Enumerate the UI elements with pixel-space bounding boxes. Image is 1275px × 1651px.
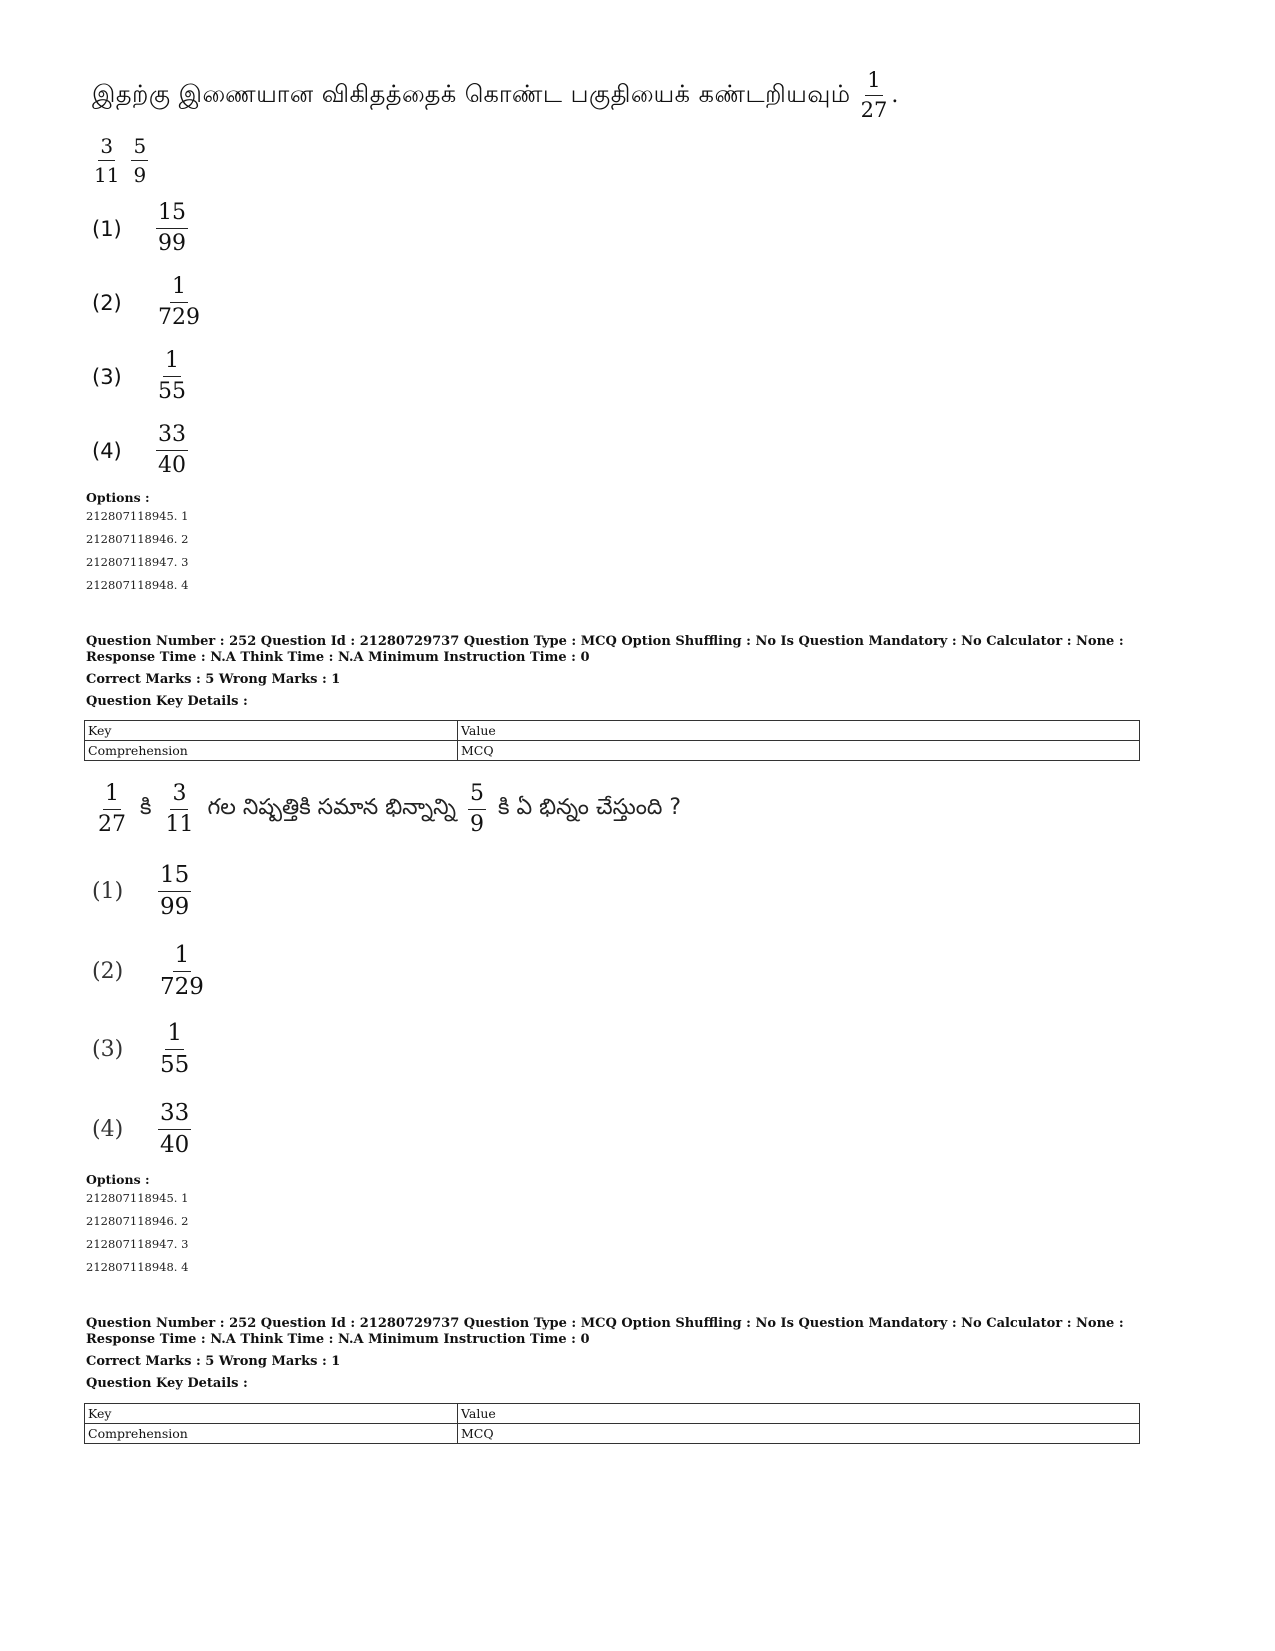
- fraction-denominator: 9: [133, 163, 147, 187]
- option-label: (3): [92, 364, 122, 389]
- question-1-stem: [92, 70, 898, 121]
- question-1-options-block: [86, 490, 188, 597]
- fraction-numerator: 1: [173, 944, 192, 972]
- fraction-denominator: 55: [160, 1052, 190, 1078]
- option-label: (3): [92, 1037, 124, 1062]
- table-row: [85, 741, 1140, 761]
- question-2-option-1: [92, 864, 191, 919]
- question-2-text-1: కి: [140, 794, 152, 820]
- fraction-denominator: 27: [860, 98, 888, 122]
- option-id: 212807118946. 2: [86, 532, 189, 546]
- option-fraction: [158, 864, 191, 919]
- table-cell: MCQ: [458, 741, 1140, 761]
- fraction-denominator: 11: [94, 163, 120, 187]
- given-fraction-1: [92, 136, 121, 185]
- option-id: 212807118947. 3: [86, 555, 189, 569]
- options-heading: Options :: [86, 1172, 150, 1187]
- meta-line-1: Question Number : 252 Question Id : 21280729737 Question Type : MCQ Option Shuffling : No Is Question Mandatory : No Calculator : None :: [86, 1316, 1124, 1331]
- question-2-fraction-1: [96, 783, 128, 836]
- option-id-list: [86, 1187, 188, 1279]
- fraction-numerator: 1: [865, 70, 882, 96]
- option-label: (1): [92, 879, 124, 904]
- fraction-numerator: 1: [170, 276, 188, 303]
- option-fraction: [156, 424, 188, 477]
- fraction-numerator: 15: [156, 202, 188, 229]
- option-id-list: [86, 505, 188, 597]
- option-label: (1): [92, 216, 122, 241]
- question-2-option-3: [92, 1022, 191, 1077]
- question-meta-1: [86, 634, 1146, 710]
- fraction-denominator: 27: [98, 812, 126, 837]
- option-id: 212807118946. 2: [86, 1214, 189, 1228]
- fraction-numerator: 33: [158, 1102, 191, 1130]
- marks-line: Correct Marks : 5 Wrong Marks : 1: [86, 1354, 341, 1369]
- question-1-option-1: [92, 202, 188, 255]
- table-row: [85, 1404, 1140, 1424]
- option-label: (2): [92, 959, 124, 984]
- table-cell: Comprehension: [85, 741, 458, 761]
- question-meta-2: [86, 1316, 1146, 1392]
- option-fraction: [158, 1022, 191, 1077]
- option-label: (4): [92, 1117, 124, 1142]
- question-1-option-2: [92, 276, 202, 329]
- question-2-stem: [96, 783, 693, 836]
- table-cell: MCQ: [458, 1424, 1140, 1444]
- option-id: 212807118947. 3: [86, 1237, 189, 1251]
- key-details-heading: Question Key Details :: [86, 694, 248, 709]
- question-1-option-4: [92, 424, 188, 477]
- question-2-fraction-3: [468, 783, 486, 836]
- option-label: (4): [92, 438, 122, 463]
- fraction-numerator: 15: [158, 864, 191, 892]
- question-2-options-block: [86, 1172, 188, 1279]
- fraction-denominator: 99: [160, 894, 190, 920]
- table-cell: Value: [458, 1404, 1140, 1424]
- question-2-fraction-2: [163, 783, 195, 836]
- question-1-text: இதற்கு இணையான விகிதத்தைக் கொண்ட பகுதியைக் கண்டறியவும்: [92, 80, 851, 108]
- question-2-text-2: గల నిష్పత్తికి సమాన భిన్నాన్ని: [207, 794, 457, 820]
- fraction-denominator: 729: [160, 974, 204, 1000]
- meta-line-2: Response Time : N.A Think Time : N.A Minimum Instruction Time : 0: [86, 1332, 590, 1347]
- option-fraction: [156, 202, 188, 255]
- option-id: 212807118945. 1: [86, 1191, 189, 1205]
- option-id: 212807118945. 1: [86, 509, 189, 523]
- table-cell: Key: [85, 721, 458, 741]
- fraction-numerator: 5: [468, 783, 486, 810]
- key-details-heading: Question Key Details :: [86, 1376, 248, 1391]
- question-2-option-4: [92, 1102, 191, 1157]
- table-row: [85, 721, 1140, 741]
- fraction-numerator: 1: [163, 350, 181, 377]
- option-id: 212807118948. 4: [86, 1260, 189, 1274]
- fraction-numerator: 33: [156, 424, 188, 451]
- fraction-denominator: 55: [158, 379, 186, 404]
- meta-line-2: Response Time : N.A Think Time : N.A Minimum Instruction Time : 0: [86, 650, 590, 665]
- marks-line: Correct Marks : 5 Wrong Marks : 1: [86, 672, 341, 687]
- fraction-denominator: 11: [165, 812, 194, 837]
- table-row: [85, 1424, 1140, 1444]
- option-label: (2): [92, 290, 122, 315]
- table-cell: Key: [85, 1404, 458, 1424]
- question-2-text-3: కి ఏ భిన్నం చేస్తుంది ?: [498, 794, 682, 820]
- fraction-denominator: 729: [158, 305, 200, 330]
- option-fraction: [158, 944, 206, 999]
- fraction-numerator: 1: [165, 1022, 184, 1050]
- fraction-denominator: 40: [160, 1132, 190, 1158]
- fraction-denominator: 99: [158, 231, 186, 256]
- option-fraction: [156, 276, 202, 329]
- fraction-numerator: 3: [98, 136, 115, 161]
- question-2-option-2: [92, 944, 206, 999]
- question-1-option-3: [92, 350, 188, 403]
- fraction-numerator: 5: [131, 136, 148, 161]
- question-1-given-fractions: [92, 136, 148, 185]
- question-1-period: .: [891, 83, 899, 108]
- table-cell: Value: [458, 721, 1140, 741]
- fraction-numerator: 1: [103, 783, 121, 810]
- fraction-denominator: 9: [470, 812, 485, 837]
- key-value-table-1: [84, 720, 1140, 761]
- key-value-table-2: [84, 1403, 1140, 1444]
- fraction-denominator: 40: [158, 453, 186, 478]
- question-1-fraction: [859, 70, 890, 121]
- option-id: 212807118948. 4: [86, 578, 189, 592]
- option-fraction: [156, 350, 188, 403]
- table-cell: Comprehension: [85, 1424, 458, 1444]
- meta-line-1: Question Number : 252 Question Id : 21280729737 Question Type : MCQ Option Shuffling : No Is Question Mandatory : No Calculator : None :: [86, 634, 1124, 649]
- given-fraction-2: [131, 136, 148, 185]
- options-heading: Options :: [86, 490, 150, 505]
- fraction-numerator: 3: [170, 783, 188, 810]
- option-fraction: [158, 1102, 191, 1157]
